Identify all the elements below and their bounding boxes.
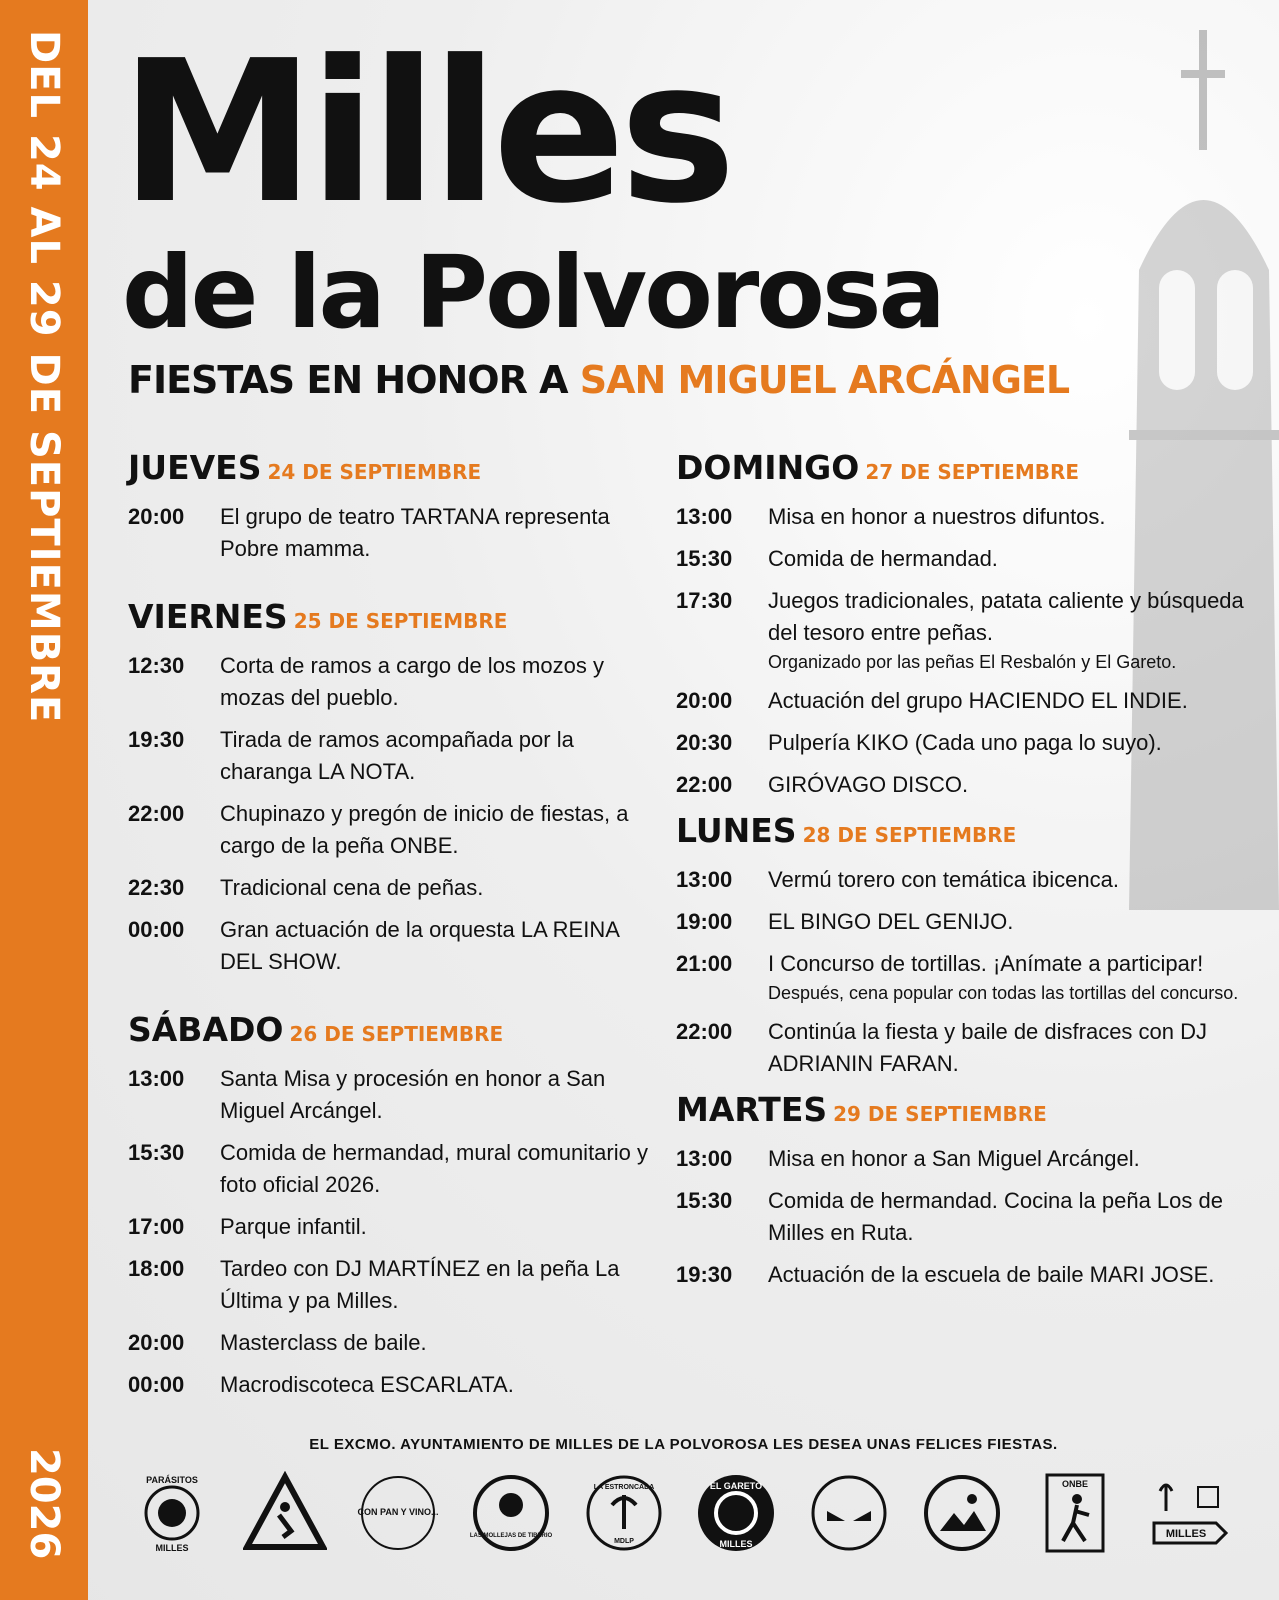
logo-text-mollejas: LAS MOLLEJAS DE TIBERIO bbox=[469, 1533, 552, 1539]
day-heading-lunes bbox=[676, 811, 1256, 850]
event-time: 12:30 bbox=[128, 653, 185, 678]
event-row bbox=[676, 685, 1256, 717]
subtitle-prefix: FIESTAS EN HONOR A bbox=[128, 358, 580, 402]
event-desc: GIRÓVAGO DISCO. bbox=[768, 772, 969, 797]
event-desc: Santa Misa y procesión en honor a San Miguel Arcángel. bbox=[220, 1066, 606, 1123]
event-desc: Macrodiscoteca ESCARLATA. bbox=[220, 1372, 514, 1397]
parasitos-logo bbox=[130, 1471, 214, 1555]
event-time: 19:30 bbox=[128, 727, 185, 752]
event-desc bbox=[768, 948, 1256, 1006]
title-milles: Milles bbox=[120, 19, 731, 247]
event-time: 15:30 bbox=[676, 1188, 733, 1213]
event-desc: Chupinazo y pregón de inicio de fiestas, a cargo de la peña ONBE. bbox=[220, 801, 629, 858]
la-estroncada-logo bbox=[582, 1471, 666, 1555]
event-desc: Gran actuación de la orquesta LA REINA DEL SHOW. bbox=[220, 917, 619, 974]
event-desc: Comida de hermandad, mural comunitario y foto oficial 2026. bbox=[220, 1140, 648, 1197]
event-row bbox=[676, 501, 1256, 533]
event-desc: Misa en honor a nuestros difuntos. bbox=[768, 504, 1106, 529]
event-desc: Misa en honor a San Miguel Arcángel. bbox=[768, 1146, 1140, 1171]
logo-text-mdlp: MDLP bbox=[613, 1538, 634, 1545]
schedule-right-column bbox=[676, 448, 1256, 1301]
schedule-left-column bbox=[128, 448, 648, 1411]
con-pan-y-vino-logo bbox=[356, 1471, 440, 1555]
event-row bbox=[128, 1211, 648, 1243]
day-heading-viernes bbox=[128, 597, 648, 636]
event-note: Después, cena popular con todas las tortillas del concurso. bbox=[768, 983, 1239, 1003]
event-desc: Corta de ramos a cargo de los mozos y mozas del pueblo. bbox=[220, 653, 604, 710]
event-row bbox=[128, 1327, 648, 1359]
event-note: Organizado por las peñas El Resbalón y El Gareto. bbox=[768, 652, 1177, 672]
day-date: 27 DE SEPTIEMBRE bbox=[865, 460, 1080, 484]
day-date: 29 DE SEPTIEMBRE bbox=[833, 1102, 1047, 1126]
day-heading-martes bbox=[676, 1090, 1256, 1129]
event-desc: Actuación del grupo HACIENDO EL INDIE. bbox=[768, 688, 1188, 713]
event-row bbox=[676, 1143, 1256, 1175]
warning-triangle-logo bbox=[243, 1471, 327, 1555]
logo-text-milles-sign: MILLES bbox=[1165, 1528, 1207, 1540]
event-desc: El grupo de teatro TARTANA representa Pobre mamma. bbox=[220, 504, 610, 561]
event-desc: Tradicional cena de peñas. bbox=[220, 875, 484, 900]
event-time: 20:00 bbox=[676, 688, 733, 713]
day-heading-jueves bbox=[128, 448, 648, 487]
event-time: 19:00 bbox=[676, 909, 733, 934]
event-time: 20:30 bbox=[676, 730, 733, 755]
logo-text-gareto-milles: MILLES bbox=[719, 1539, 753, 1549]
event-time: 22:00 bbox=[676, 1019, 733, 1044]
event-desc: Parque infantil. bbox=[220, 1214, 367, 1239]
moon-logo bbox=[920, 1471, 1004, 1555]
logo-text-gareto: EL GARETO bbox=[710, 1481, 763, 1491]
event-row bbox=[676, 1016, 1256, 1080]
event-row bbox=[676, 769, 1256, 801]
logo-text-estroncada: LA ESTRONCADA bbox=[593, 1484, 654, 1491]
event-time: 13:00 bbox=[676, 1146, 733, 1171]
event-time: 18:00 bbox=[128, 1256, 185, 1281]
event-time: 22:30 bbox=[128, 875, 185, 900]
event-row bbox=[676, 864, 1256, 896]
event-row bbox=[676, 1259, 1256, 1291]
event-desc: EL BINGO DEL GENIJO. bbox=[768, 909, 1014, 934]
date-sidebar: DEL 24 AL 29 DE SEPTIEMBRE 2026 bbox=[0, 0, 88, 1600]
day-name: MARTES bbox=[676, 1090, 828, 1129]
day-heading-domingo bbox=[676, 448, 1256, 487]
logo-text-onbe: ONBE bbox=[1061, 1479, 1089, 1489]
event-desc: Vermú torero con temática ibicenca. bbox=[768, 867, 1119, 892]
event-desc: Comida de hermandad. bbox=[768, 546, 998, 571]
event-row bbox=[676, 543, 1256, 575]
event-desc: Continúa la fiesta y baile de disfraces con DJ ADRIANIN FARAN. bbox=[768, 1019, 1208, 1076]
event-row bbox=[676, 1185, 1256, 1249]
event-row bbox=[128, 1253, 648, 1317]
footer-message: EL EXCMO. AYUNTAMIENTO DE MILLES DE LA POLVOROSA LES DESEA UNAS FELICES FIESTAS. bbox=[309, 1436, 1058, 1453]
eyes-logo bbox=[807, 1471, 891, 1555]
event-time: 15:30 bbox=[128, 1140, 185, 1165]
event-time: 20:00 bbox=[128, 504, 185, 529]
event-time: 22:00 bbox=[128, 801, 185, 826]
day-date: 28 DE SEPTIEMBRE bbox=[802, 823, 1017, 847]
event-row bbox=[128, 501, 648, 565]
logo-text-milles: MILLES bbox=[155, 1543, 189, 1553]
event-desc: Pulpería KIKO (Cada uno paga lo suyo). bbox=[768, 730, 1162, 755]
event-time: 21:00 bbox=[676, 951, 733, 976]
event-desc-main: Juegos tradicionales, patata caliente y búsqueda del tesoro entre peñas. bbox=[768, 588, 1244, 645]
day-name: SÁBADO bbox=[128, 1010, 284, 1049]
event-row bbox=[128, 1137, 648, 1201]
event-time: 19:30 bbox=[676, 1262, 733, 1287]
day-heading-sabado bbox=[128, 1010, 648, 1049]
onbe-logo bbox=[1033, 1471, 1117, 1555]
event-row bbox=[676, 727, 1256, 759]
event-row bbox=[676, 948, 1256, 1006]
event-desc: Masterclass de baile. bbox=[220, 1330, 427, 1355]
day-name: JUEVES bbox=[128, 448, 262, 487]
event-row bbox=[128, 1063, 648, 1127]
day-date: 24 DE SEPTIEMBRE bbox=[267, 460, 482, 484]
event-time: 13:00 bbox=[128, 1066, 185, 1091]
subtitle-highlight: SAN MIGUEL ARCÁNGEL bbox=[579, 358, 1070, 402]
event-time: 13:00 bbox=[676, 504, 733, 529]
las-mollejas-logo bbox=[469, 1471, 553, 1555]
day-name: LUNES bbox=[676, 811, 797, 850]
event-row bbox=[128, 872, 648, 904]
event-desc-main: I Concurso de tortillas. ¡Anímate a participar! bbox=[768, 951, 1204, 976]
event-desc: Tirada de ramos acompañada por la charanga LA NOTA. bbox=[220, 727, 574, 784]
subtitle bbox=[128, 358, 1069, 402]
event-desc: Comida de hermandad. Cocina la peña Los de Milles en Ruta. bbox=[768, 1188, 1223, 1245]
event-time: 22:00 bbox=[676, 772, 733, 797]
day-date: 26 DE SEPTIEMBRE bbox=[289, 1022, 504, 1046]
logo-text-parasitos: PARÁSITOS bbox=[146, 1475, 198, 1485]
day-date: 25 DE SEPTIEMBRE bbox=[293, 609, 508, 633]
event-desc: Actuación de la escuela de baile MARI JOSE. bbox=[768, 1262, 1215, 1287]
event-time: 13:00 bbox=[676, 867, 733, 892]
event-row bbox=[128, 724, 648, 788]
event-row bbox=[128, 1369, 648, 1401]
sponsor-logos bbox=[130, 1468, 1230, 1558]
milles-sign-logo bbox=[1146, 1471, 1230, 1555]
el-gareto-logo bbox=[694, 1471, 778, 1555]
event-time: 20:00 bbox=[128, 1330, 185, 1355]
event-time: 17:00 bbox=[128, 1214, 185, 1239]
event-row bbox=[128, 650, 648, 714]
day-name: DOMINGO bbox=[676, 448, 860, 487]
event-time: 17:30 bbox=[676, 588, 733, 613]
event-time: 00:00 bbox=[128, 1372, 185, 1397]
logo-text-con-pan: CON PAN Y VINO... bbox=[357, 1507, 439, 1517]
event-time: 00:00 bbox=[128, 917, 185, 942]
event-row bbox=[676, 906, 1256, 938]
event-row bbox=[128, 914, 648, 978]
event-row bbox=[676, 585, 1256, 675]
year-text: 2026 bbox=[21, 1448, 67, 1560]
event-desc bbox=[768, 585, 1256, 675]
title-de-la-polvorosa: de la Polvorosa bbox=[122, 234, 943, 351]
event-desc: Tardeo con DJ MARTÍNEZ en la peña La Última y pa Milles. bbox=[220, 1256, 620, 1313]
event-row bbox=[128, 798, 648, 862]
day-name: VIERNES bbox=[128, 597, 288, 636]
event-time: 15:30 bbox=[676, 546, 733, 571]
